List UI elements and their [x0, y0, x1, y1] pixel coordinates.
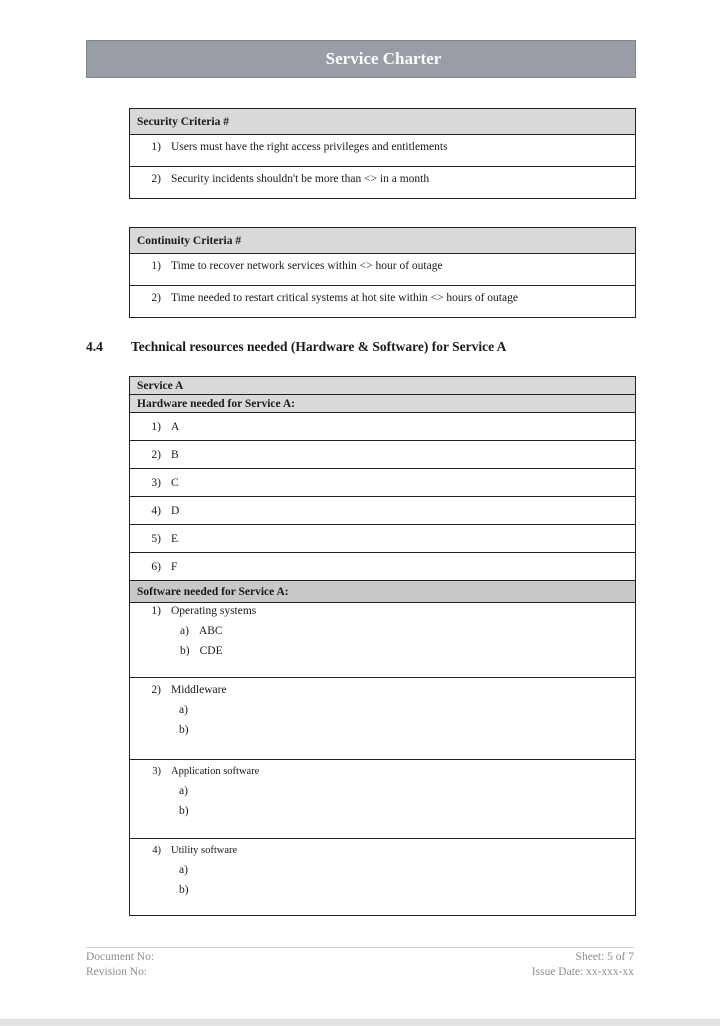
sub-item-letter: a)	[179, 864, 188, 876]
table-row	[130, 553, 636, 581]
table-row	[130, 167, 636, 199]
item-number: 4)	[152, 845, 161, 856]
table-row	[130, 469, 636, 497]
table-row	[130, 286, 636, 318]
page-header-banner	[86, 40, 636, 78]
item-number: 2)	[151, 173, 161, 185]
table-row	[130, 760, 636, 839]
table-row	[130, 135, 636, 167]
item-text: Middleware	[171, 684, 227, 696]
item-number: 2)	[151, 684, 161, 696]
sheet-number: Sheet: 5 of 7	[575, 951, 634, 963]
document-number-label: Document No:	[86, 951, 155, 963]
item-text: Utility software	[171, 845, 238, 856]
item-text: Users must have the right access privileges and entitlements	[171, 141, 448, 153]
resources-table	[129, 376, 636, 916]
hardware-header: Hardware needed for Service A:	[130, 395, 636, 413]
continuity-criteria-table	[129, 227, 636, 318]
item-text: C	[171, 476, 179, 489]
security-criteria-header: Security Criteria #	[130, 109, 636, 135]
table-row	[130, 441, 636, 469]
item-text: A	[171, 420, 180, 433]
service-header: Service A	[130, 377, 636, 395]
continuity-criteria-header: Continuity Criteria #	[130, 228, 636, 254]
sub-item-letter: b)	[179, 724, 189, 736]
footer-divider	[86, 947, 634, 948]
sub-item-letter: b)	[179, 805, 189, 817]
item-number: 1)	[151, 605, 161, 617]
table-row	[130, 413, 636, 441]
item-number: 2)	[151, 448, 161, 461]
table-row	[130, 603, 636, 678]
section-number: 4.4	[86, 339, 103, 354]
footer-row-2	[86, 966, 634, 978]
issue-date: Issue Date: xx-xxx-xx	[531, 966, 634, 978]
item-text: Time to recover network services within <> hour of outage	[171, 260, 443, 272]
security-criteria-table	[129, 108, 636, 199]
section-heading	[86, 339, 506, 355]
item-text: Time needed to restart critical systems at hot site within <> hours of outage	[171, 292, 518, 304]
table-row	[130, 839, 636, 916]
sub-item-letter: a)	[179, 785, 188, 797]
item-number: 1)	[151, 420, 161, 433]
item-text: Application software	[171, 766, 260, 777]
item-text: E	[171, 532, 179, 545]
item-text: D	[171, 504, 180, 517]
item-number: 2)	[151, 292, 161, 304]
item-number: 5)	[151, 532, 161, 545]
item-number: 3)	[152, 766, 161, 777]
item-number: 3)	[151, 476, 161, 489]
item-number: 4)	[151, 504, 161, 517]
table-row	[130, 678, 636, 760]
footer-row-1	[86, 951, 634, 963]
software-header: Software needed for Service A:	[130, 581, 636, 603]
table-row	[130, 254, 636, 286]
table-row	[130, 525, 636, 553]
item-text: Operating systems	[171, 605, 257, 617]
item-number: 1)	[151, 260, 161, 272]
sub-item-letter: b)	[180, 645, 190, 657]
sub-item-letter: a)	[179, 704, 188, 716]
sub-item-letter: b)	[179, 884, 189, 896]
table-row	[130, 497, 636, 525]
sub-item-text: ABC	[198, 625, 223, 637]
item-text: Security incidents shouldn't be more than <> in a month	[171, 173, 430, 185]
sub-item-text: CDE	[199, 645, 223, 657]
item-text: F	[171, 560, 178, 573]
revision-number-label: Revision No:	[86, 966, 148, 978]
sub-item-letter: a)	[180, 625, 189, 637]
item-number: 6)	[151, 560, 161, 573]
item-number: 1)	[151, 141, 161, 153]
page-title: Service Charter	[325, 49, 442, 68]
item-text: B	[171, 448, 179, 461]
section-title: Technical resources needed (Hardware & Software) for Service A	[131, 339, 507, 354]
